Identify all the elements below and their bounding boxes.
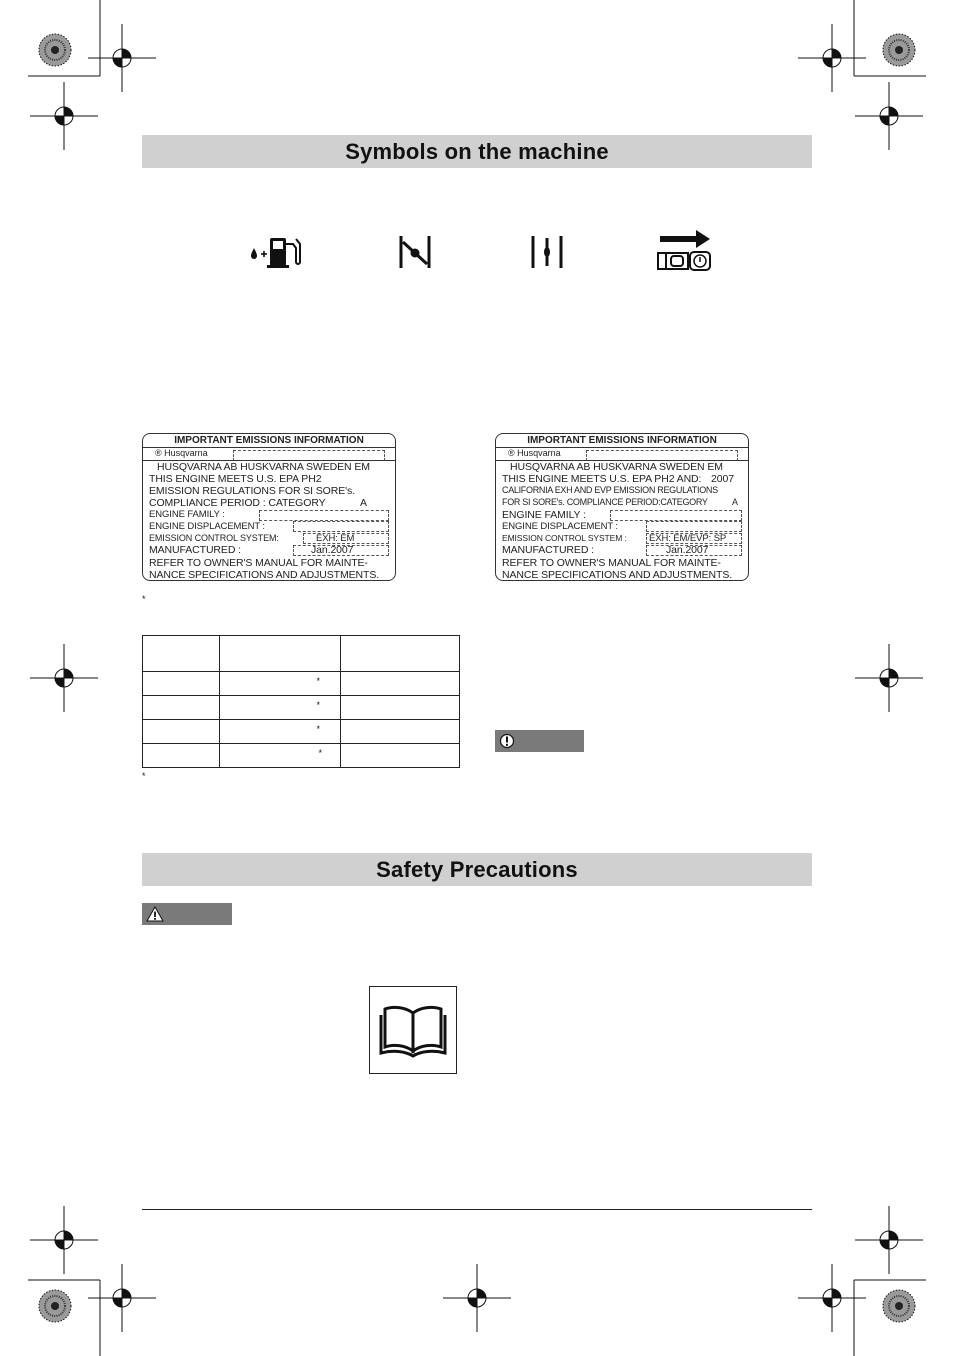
label-line: ENGINE DISPLACEMENT : — [502, 521, 618, 532]
label-line: EMISSION CONTROL SYSTEM: — [149, 533, 279, 543]
label-category: A — [360, 497, 367, 509]
label-line: NANCE SPECIFICATIONS AND ADJUSTMENTS. — [149, 569, 380, 581]
label-manufactured: Jan.2007 — [666, 544, 709, 556]
table-star: * — [318, 748, 322, 758]
fuel-mix-icon — [248, 230, 304, 270]
notice-bar — [495, 730, 584, 752]
emission-label-right — [495, 433, 749, 581]
table-star: * — [316, 700, 320, 710]
label-line: MANUFACTURED : — [502, 544, 594, 556]
label-line: THIS ENGINE MEETS U.S. EPA PH2 — [149, 473, 322, 485]
label-control-system: EXH: EM/EVP: SP — [649, 533, 727, 544]
warning-triangle-icon — [146, 906, 164, 922]
section-heading-safety: Safety Precautions — [142, 853, 812, 886]
label-line: REFER TO OWNER'S MANUAL FOR MAINTE- — [502, 557, 721, 569]
label-line: HUSQVARNA AB HUSKVARNA SWEDEN EM — [510, 461, 723, 473]
label-line: ENGINE FAMILY : — [149, 509, 225, 520]
footer-rule — [142, 1209, 812, 1210]
emission-table — [142, 635, 460, 768]
registration-mark-icon: ® — [155, 448, 162, 458]
label-line: MANUFACTURED : — [149, 544, 241, 556]
emission-label-left — [142, 433, 396, 581]
notice-icon — [499, 733, 515, 749]
label-line: EMISSION CONTROL SYSTEM : — [502, 533, 627, 543]
label-line: EMISSION REGULATIONS FOR SI SORE's. — [149, 485, 356, 497]
label-title: IMPORTANT EMISSIONS INFORMATION — [143, 434, 395, 448]
label-year: 2007 — [711, 473, 734, 485]
label-line: THIS ENGINE MEETS U.S. EPA PH2 AND: — [502, 473, 702, 485]
start-direction-icon — [654, 228, 714, 272]
brand-name: Husqvarna — [517, 448, 561, 458]
choke-open-icon — [528, 234, 568, 270]
label-manufactured: Jan.2007 — [311, 544, 354, 556]
label-line: HUSQVARNA AB HUSKVARNA SWEDEN EM — [157, 461, 370, 473]
read-manual-book-icon — [379, 1003, 447, 1059]
section-heading-symbols: Symbols on the machine — [142, 135, 812, 168]
label-line: CALIFORNIA EXH AND EVP EMISSION REGULATIONS — [502, 485, 718, 495]
warning-bar — [142, 903, 232, 925]
brand-name: Husqvarna — [164, 448, 208, 458]
choke-closed-icon — [396, 234, 436, 270]
registration-mark-icon: ® — [508, 448, 515, 458]
label-category: A — [732, 497, 738, 507]
read-manual-symbol-box — [369, 986, 457, 1074]
footnote-marker: * — [142, 771, 146, 781]
label-line: COMPLIANCE PERIOD : CATEGORY — [149, 497, 326, 509]
label-line: REFER TO OWNER'S MANUAL FOR MAINTE- — [149, 557, 368, 569]
table-star: * — [316, 676, 320, 686]
table-star: * — [316, 724, 320, 734]
label-title: IMPORTANT EMISSIONS INFORMATION — [496, 434, 748, 448]
footnote-marker: * — [142, 594, 146, 604]
label-line: NANCE SPECIFICATIONS AND ADJUSTMENTS. — [502, 569, 733, 581]
label-line: FOR SI SORE's. COMPLIANCE PERIOD:CATEGORY — [502, 497, 708, 507]
label-line: ENGINE DISPLACEMENT : — [149, 521, 265, 532]
label-line: ENGINE FAMILY : — [502, 509, 586, 521]
label-control-system: EXH: EM — [316, 533, 355, 544]
